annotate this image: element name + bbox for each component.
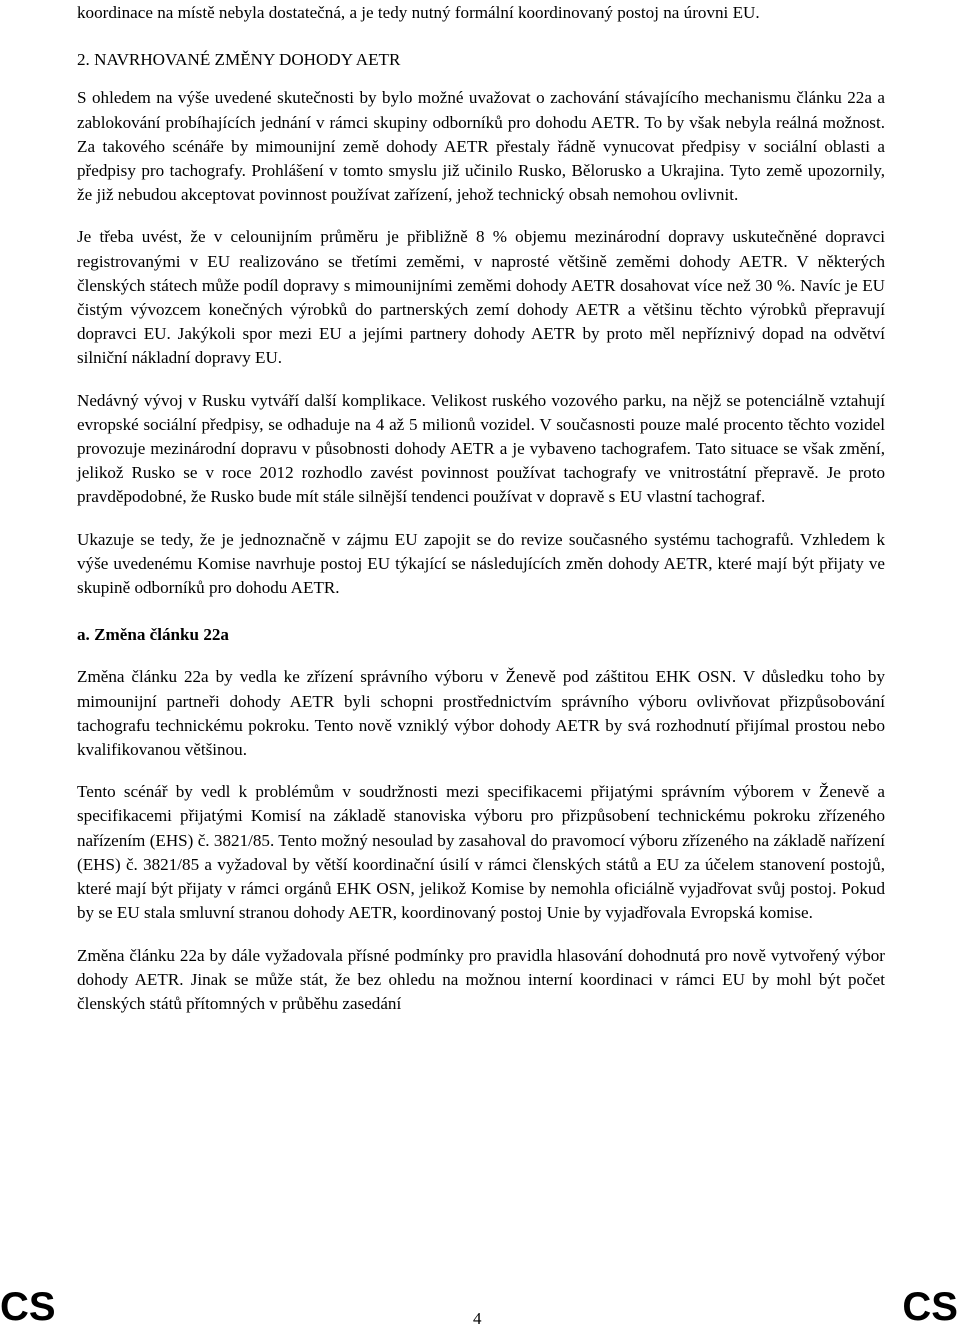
page-number: 4 xyxy=(473,1309,482,1328)
paragraph: S ohledem na výše uvedené skutečnosti by bylo možné uvažovat o zachování stávajícího mechanismu článku 22a a zablokování probíhajících jednání v rámci skupiny odborníků pro dohodu AETR. To by však nebyla reálná možnost. Za takového scénáře by mimounijní země dohody AETR přestaly řádně vynucovat předpisy v sociální oblasti a předpisy pro tachografy. Prohlášení v tomto smyslu již učinilo Rusko, Bělorusko a Ukrajina. Tyto země upozornily, že již nebudou akceptovat povinnost používat zařízení, jehož technický obsah nemohou ovlivnit. xyxy=(77,88,885,205)
paragraph-continuation: koordinace na místě nebyla dostatečná, a je tedy nutný formální koordinovaný postoj na úrovni EU. xyxy=(77,3,760,22)
document-body xyxy=(77,0,885,1016)
subsection-heading: a. Změna článku 22a xyxy=(77,625,229,645)
paragraph: Změna článku 22a by vedla ke zřízení správního výboru v Ženevě pod záštitou EHK OSN. V důsledku toho by mimounijní partneři dohody AETR byli schopni prostřednictvím správního výboru ovlivňovat přizpůsobování tachografu technickému pokroku. Tento nově vzniklý výbor dohody AETR by svá rozhodnutí přijímal prostou nebo kvalifikovanou většinou. xyxy=(77,667,885,760)
section-heading: 2. NAVRHOVANÉ ZMĚNY DOHODY AETR xyxy=(77,50,401,70)
footer-language-code-left: CS xyxy=(0,1285,56,1329)
paragraph: Ukazuje se tedy, že je jednoznačně v zájmu EU zapojit se do revize současného systému tachografů. Vzhledem k výše uvedenému Komise navrhuje postoj EU týkající se následujících změn dohody AETR, které mají být přijaty ve skupině odborníků pro dohodu AETR. xyxy=(77,529,885,598)
paragraph: Nedávný vývoj v Rusku vytváří další komplikace. Velikost ruského vozového parku, na nějž se potenciálně vztahují evropské sociální předpisy, se odhaduje na 4 až 5 milionů vozidel. V současnosti pouze malé procento těchto vozidel provozuje mezinárodní dopravu v působnosti dohody AETR a je vybaveno tachografem. Tato situace se však změní, jelikož Rusko se v roce 2012 rozhodlo zavést povinnost používat tachografy ve vnitrostátní přepravě. Je proto pravděpodobné, že Rusko bude mít stále silnější tendenci používat v dopravě s EU vlastní tachograf. xyxy=(77,390,885,507)
footer-language-code-right: CS xyxy=(902,1285,958,1329)
paragraph: Je třeba uvést, že v celounijním průměru je přibližně 8 % objemu mezinárodní dopravy uskutečněné dopravci registrovanými v EU realizováno se třetími zeměmi, v naprosté většině zeměmi dohody AETR. V některých členských státech může podíl dopravy s mimounijními zeměmi dohody AETR dosahovat více než 30 %. Navíc je EU čistým vývozcem konečných výrobků do partnerských zemí dohody AETR a většinu těchto výrobků přepravují dopravci EU. Jakýkoli spor mezi EU a jejími partnery dohody AETR by proto měl nepříznivý dopad na odvětví silniční nákladní dopravy EU. xyxy=(77,227,885,368)
paragraph: Tento scénář by vedl k problémům v soudržnosti mezi specifikacemi přijatými správním výborem v Ženevě a specifikacemi přijatými Komisí na základě stanoviska výboru pro přizpůsobení technickému pokroku zřízeného nařízením (EHS) č. 3821/85. Tento možný nesoulad by zasahoval do pravomocí výboru zřízeného na základě nařízení (EHS) č. 3821/85 a vyžadoval by větší koordinační úsilí v rámci členských států a EU za účelem stanovení postojů, které mají být přijaty v rámci orgánů EHK OSN, jelikož Komise by nemohla oficiálně vyjadřovat svůj postoj. Pokud by se EU stala smluvní stranou dohody AETR, koordinovaný postoj Unie by vyjadřovala Evropská komise. xyxy=(77,782,885,923)
paragraph: Změna článku 22a by dále vyžadovala přísné podmínky pro pravidla hlasování dohodnutá pro nově vytvořený výbor dohody AETR. Jinak se může stát, že bez ohledu na možnou interní koordinaci v rámci EU by mohl být počet členských států přítomných v průběhu zasedání xyxy=(77,945,885,1013)
